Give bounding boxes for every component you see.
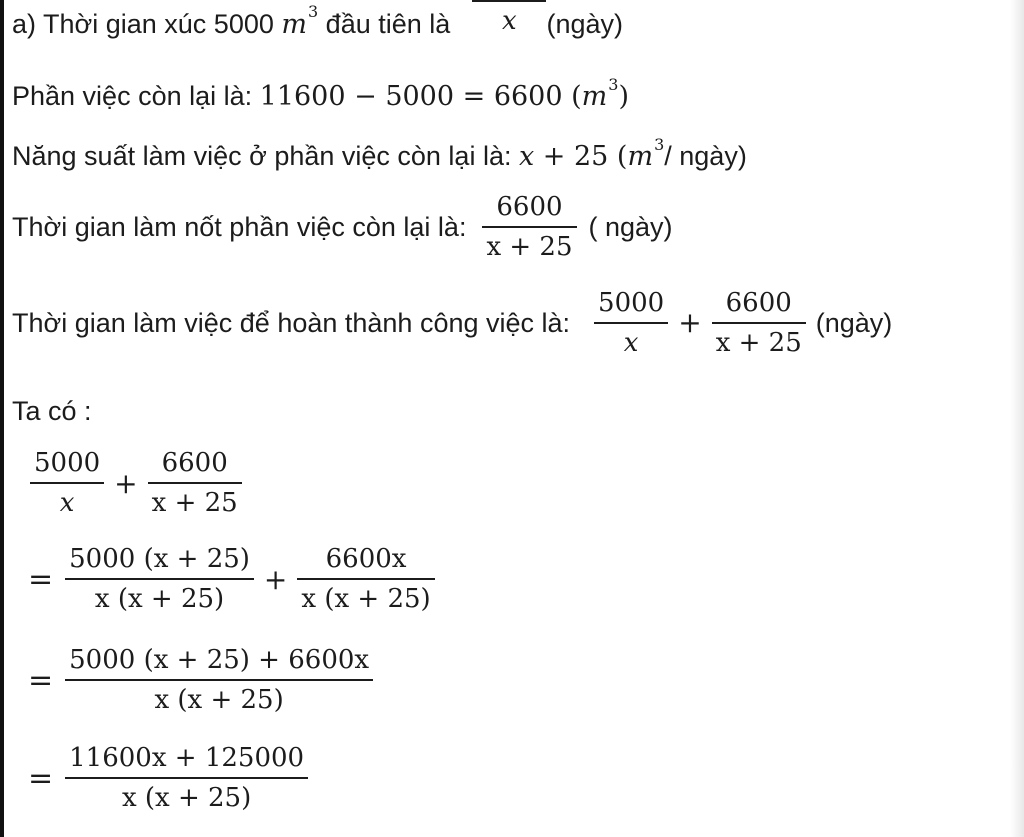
line5-fraction-1 bbox=[594, 290, 668, 356]
eq4-fraction bbox=[65, 745, 308, 811]
eq2-f1-num: 5000 (x + 25) bbox=[69, 544, 250, 574]
line4-fraction bbox=[482, 194, 576, 260]
line4-text: Thời gian làm nốt phần việc còn lại là: bbox=[12, 211, 467, 242]
line3-x: x bbox=[518, 141, 535, 172]
eq4-equals: = bbox=[28, 760, 54, 796]
right-edge-shadow bbox=[1010, 0, 1024, 837]
line3-unit: / ngày) bbox=[664, 141, 747, 171]
eq2-plus: + bbox=[263, 562, 288, 596]
line2-unit-var: m bbox=[581, 81, 608, 112]
equation-step-1 bbox=[30, 450, 242, 516]
eq4-num: 11600x + 125000 bbox=[69, 743, 305, 773]
line4-fraction-den: x + 25 bbox=[486, 232, 573, 262]
eq1-fraction-2 bbox=[148, 450, 242, 516]
line-remaining-work bbox=[12, 74, 629, 112]
line-we-have bbox=[12, 398, 92, 425]
line5-f1-num: 5000 bbox=[598, 288, 665, 318]
line-time-remaining bbox=[12, 194, 673, 260]
eq4-den: x (x + 25) bbox=[121, 783, 252, 813]
line-time-first-part bbox=[12, 2, 623, 46]
eq1-f2-num: 6600 bbox=[161, 448, 228, 478]
line4-unit: ( ngày) bbox=[588, 211, 673, 242]
eq1-fraction-1 bbox=[30, 450, 104, 516]
line2-expr: 11600 − 5000 = 6600 ( bbox=[259, 81, 582, 112]
line5-f2-den: x + 25 bbox=[715, 328, 802, 358]
eq3-den: x (x + 25) bbox=[154, 685, 284, 715]
line1-fraction bbox=[472, 0, 546, 34]
line1-unit: (ngày) bbox=[546, 8, 623, 39]
line5-f1-den: x bbox=[623, 328, 639, 358]
eq2-f1-den: x (x + 25) bbox=[94, 584, 225, 614]
line1-mid: đầu tiên là bbox=[318, 8, 451, 39]
line1-unit-exp: 3 bbox=[307, 2, 319, 21]
line5-plus: + bbox=[678, 306, 702, 339]
equation-step-2 bbox=[28, 546, 435, 612]
eq2-f2-den: x (x + 25) bbox=[301, 584, 431, 614]
line-total-time bbox=[12, 290, 892, 356]
line3-plus: + 25 ( bbox=[534, 141, 628, 172]
eq2-fraction-2 bbox=[297, 546, 434, 612]
left-border bbox=[0, 0, 4, 837]
eq3-fraction bbox=[65, 647, 373, 713]
eq1-f1-den: x bbox=[59, 488, 75, 518]
eq2-fraction-1 bbox=[65, 546, 254, 612]
line1-text: a) Thời gian xúc 5000 bbox=[12, 8, 282, 39]
eq1-plus: + bbox=[114, 466, 138, 500]
eq2-equals: = bbox=[28, 561, 54, 597]
line2-close: ) bbox=[618, 81, 629, 112]
line5-text: Thời gian làm việc để hoàn thành công việc là: bbox=[12, 307, 571, 338]
line3-unit-exp: 3 bbox=[654, 134, 665, 154]
eq1-f2-den: x + 25 bbox=[151, 488, 238, 518]
line5-fraction-2 bbox=[712, 290, 806, 356]
eq1-f1-num: 5000 bbox=[34, 448, 101, 478]
equation-step-3 bbox=[28, 647, 373, 713]
line3-text: Năng suất làm việc ở phần việc còn lại là: bbox=[12, 141, 519, 171]
equation-step-4 bbox=[28, 745, 308, 811]
line5-unit: (ngày) bbox=[815, 307, 893, 338]
line3-unit-var: m bbox=[627, 141, 654, 172]
line4-fraction-num: 6600 bbox=[496, 192, 563, 222]
line2-text: Phần việc còn lại là: bbox=[12, 81, 260, 111]
line2-unit-exp: 3 bbox=[608, 74, 619, 94]
line1-unit-var: m bbox=[281, 8, 307, 40]
eq3-equals: = bbox=[28, 662, 54, 698]
line-productivity bbox=[12, 134, 747, 172]
line6-text: Ta có : bbox=[12, 396, 92, 426]
eq2-f2-num: 6600x bbox=[325, 544, 407, 574]
eq3-num: 5000 (x + 25) + 6600x bbox=[69, 645, 370, 675]
line1-fraction-den: x bbox=[502, 6, 517, 36]
line5-f2-num: 6600 bbox=[725, 288, 792, 318]
